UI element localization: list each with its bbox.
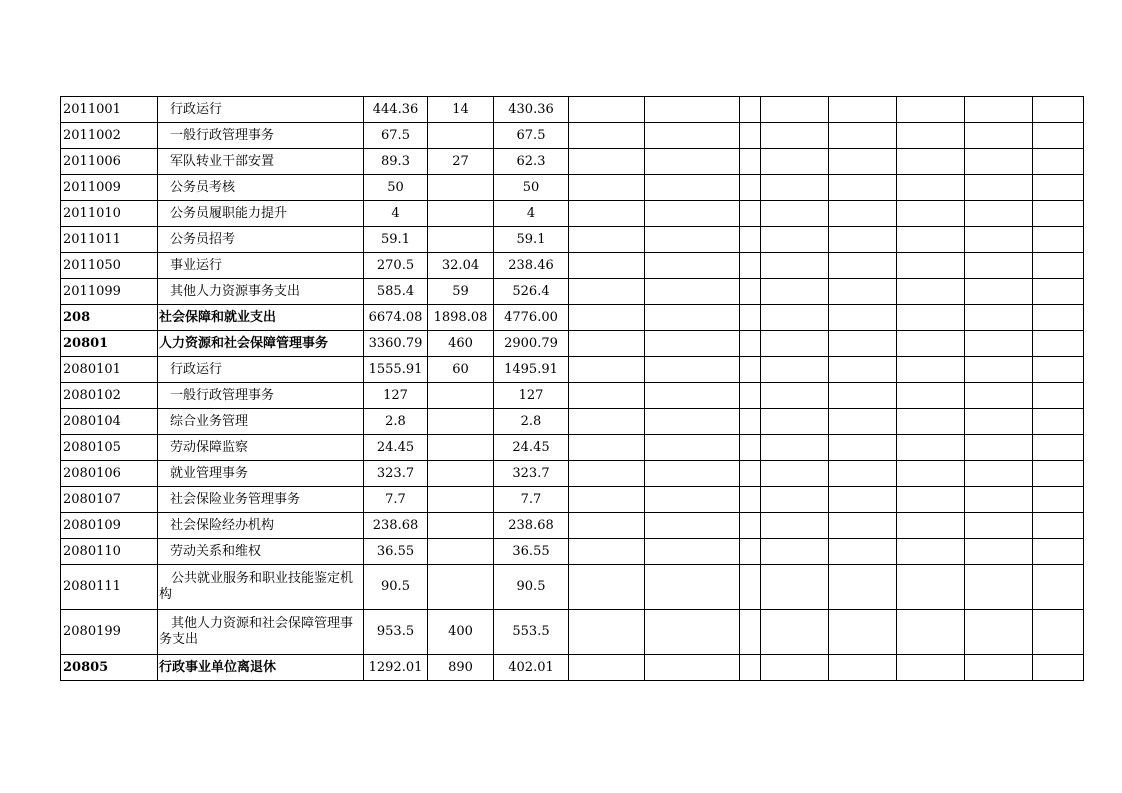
empty-cell: [761, 149, 829, 175]
project-expenditure-cell: 1495.91: [494, 357, 569, 383]
project-expenditure-cell: 323.7: [494, 461, 569, 487]
total-amount-cell: 7.7: [364, 487, 428, 513]
empty-cell: [965, 253, 1033, 279]
basic-expenditure-cell: [428, 435, 494, 461]
empty-cell: [740, 305, 761, 331]
table-row: [61, 655, 1084, 681]
empty-cell: [897, 331, 965, 357]
empty-cell: [829, 565, 897, 610]
table-row: [61, 357, 1084, 383]
subject-code-cell: 2011050: [61, 253, 158, 279]
empty-cell: [1033, 409, 1084, 435]
empty-cell: [645, 655, 740, 681]
subject-code-cell: 2080109: [61, 513, 158, 539]
empty-cell: [829, 357, 897, 383]
empty-cell: [761, 357, 829, 383]
table-row: [61, 253, 1084, 279]
subject-code-cell: 2080102: [61, 383, 158, 409]
empty-cell: [829, 331, 897, 357]
empty-cell: [740, 97, 761, 123]
basic-expenditure-cell: [428, 227, 494, 253]
empty-cell: [761, 461, 829, 487]
empty-cell: [569, 513, 645, 539]
project-expenditure-cell: 238.46: [494, 253, 569, 279]
subject-name-cell: 行政运行: [158, 357, 364, 383]
total-amount-cell: 3360.79: [364, 331, 428, 357]
project-expenditure-cell: 24.45: [494, 435, 569, 461]
empty-cell: [740, 175, 761, 201]
empty-cell: [740, 435, 761, 461]
subject-name-cell: 社会保障和就业支出: [158, 305, 364, 331]
empty-cell: [897, 383, 965, 409]
empty-cell: [740, 487, 761, 513]
empty-cell: [645, 279, 740, 305]
empty-cell: [645, 461, 740, 487]
empty-cell: [645, 610, 740, 655]
subject-name-cell: 行政事业单位离退休: [158, 655, 364, 681]
project-expenditure-cell: 430.36: [494, 97, 569, 123]
subject-name-cell: 劳动关系和维权: [158, 539, 364, 565]
basic-expenditure-cell: 32.04: [428, 253, 494, 279]
basic-expenditure-cell: [428, 123, 494, 149]
subject-code-cell: 2011010: [61, 201, 158, 227]
empty-cell: [761, 253, 829, 279]
total-amount-cell: 1292.01: [364, 655, 428, 681]
empty-cell: [645, 539, 740, 565]
empty-cell: [645, 149, 740, 175]
empty-cell: [761, 175, 829, 201]
empty-cell: [1033, 123, 1084, 149]
empty-cell: [1033, 539, 1084, 565]
table-row: [61, 383, 1084, 409]
project-expenditure-cell: 402.01: [494, 655, 569, 681]
empty-cell: [645, 253, 740, 279]
empty-cell: [1033, 331, 1084, 357]
total-amount-cell: 953.5: [364, 610, 428, 655]
empty-cell: [740, 383, 761, 409]
empty-cell: [645, 331, 740, 357]
total-amount-cell: 238.68: [364, 513, 428, 539]
empty-cell: [1033, 435, 1084, 461]
empty-cell: [740, 253, 761, 279]
subject-name-cell: 其他人力资源事务支出: [158, 279, 364, 305]
empty-cell: [965, 123, 1033, 149]
empty-cell: [569, 149, 645, 175]
empty-cell: [965, 539, 1033, 565]
empty-cell: [761, 513, 829, 539]
table-body: [61, 97, 1084, 681]
empty-cell: [829, 461, 897, 487]
empty-cell: [761, 383, 829, 409]
empty-cell: [965, 227, 1033, 253]
basic-expenditure-cell: 59: [428, 279, 494, 305]
empty-cell: [740, 123, 761, 149]
empty-cell: [569, 610, 645, 655]
basic-expenditure-cell: 60: [428, 357, 494, 383]
subject-code-cell: 2080107: [61, 487, 158, 513]
empty-cell: [740, 539, 761, 565]
subject-code-cell: 20801: [61, 331, 158, 357]
empty-cell: [829, 539, 897, 565]
subject-name-cell: 行政运行: [158, 97, 364, 123]
total-amount-cell: 4: [364, 201, 428, 227]
total-amount-cell: 585.4: [364, 279, 428, 305]
subject-name-cell: 一般行政管理事务: [158, 123, 364, 149]
empty-cell: [829, 227, 897, 253]
basic-expenditure-cell: 27: [428, 149, 494, 175]
subject-code-cell: 2080104: [61, 409, 158, 435]
empty-cell: [761, 331, 829, 357]
empty-cell: [645, 97, 740, 123]
budget-table: [60, 96, 1084, 681]
empty-cell: [829, 149, 897, 175]
empty-cell: [897, 253, 965, 279]
empty-cell: [1033, 149, 1084, 175]
empty-cell: [897, 435, 965, 461]
table-row: [61, 149, 1084, 175]
empty-cell: [761, 565, 829, 610]
basic-expenditure-cell: [428, 383, 494, 409]
project-expenditure-cell: 7.7: [494, 487, 569, 513]
basic-expenditure-cell: [428, 175, 494, 201]
table-row: [61, 305, 1084, 331]
empty-cell: [645, 305, 740, 331]
empty-cell: [965, 357, 1033, 383]
total-amount-cell: 50: [364, 175, 428, 201]
empty-cell: [829, 409, 897, 435]
project-expenditure-cell: 4: [494, 201, 569, 227]
empty-cell: [829, 610, 897, 655]
subject-name-cell: 社会保险经办机构: [158, 513, 364, 539]
empty-cell: [569, 279, 645, 305]
empty-cell: [645, 357, 740, 383]
total-amount-cell: 270.5: [364, 253, 428, 279]
empty-cell: [965, 461, 1033, 487]
empty-cell: [569, 123, 645, 149]
empty-cell: [897, 610, 965, 655]
empty-cell: [645, 175, 740, 201]
empty-cell: [740, 279, 761, 305]
project-expenditure-cell: 36.55: [494, 539, 569, 565]
table-row: [61, 409, 1084, 435]
subject-code-cell: 2080110: [61, 539, 158, 565]
empty-cell: [761, 487, 829, 513]
total-amount-cell: 127: [364, 383, 428, 409]
total-amount-cell: 2.8: [364, 409, 428, 435]
empty-cell: [965, 383, 1033, 409]
empty-cell: [897, 227, 965, 253]
basic-expenditure-cell: 400: [428, 610, 494, 655]
basic-expenditure-cell: 1898.08: [428, 305, 494, 331]
empty-cell: [1033, 253, 1084, 279]
subject-code-cell: 2080105: [61, 435, 158, 461]
basic-expenditure-cell: [428, 487, 494, 513]
empty-cell: [569, 97, 645, 123]
empty-cell: [761, 305, 829, 331]
total-amount-cell: 323.7: [364, 461, 428, 487]
empty-cell: [569, 461, 645, 487]
subject-name-cell: 社会保险业务管理事务: [158, 487, 364, 513]
empty-cell: [829, 97, 897, 123]
subject-name-cell: 事业运行: [158, 253, 364, 279]
empty-cell: [569, 539, 645, 565]
subject-name-cell: 劳动保障监察: [158, 435, 364, 461]
empty-cell: [645, 565, 740, 610]
project-expenditure-cell: 4776.00: [494, 305, 569, 331]
project-expenditure-cell: 2900.79: [494, 331, 569, 357]
subject-code-cell: 20805: [61, 655, 158, 681]
table-row: [61, 539, 1084, 565]
table-row: [61, 123, 1084, 149]
empty-cell: [965, 435, 1033, 461]
empty-cell: [897, 123, 965, 149]
total-amount-cell: 444.36: [364, 97, 428, 123]
empty-cell: [740, 461, 761, 487]
empty-cell: [965, 565, 1033, 610]
empty-cell: [645, 123, 740, 149]
empty-cell: [897, 409, 965, 435]
subject-name-cell: 一般行政管理事务: [158, 383, 364, 409]
empty-cell: [645, 409, 740, 435]
project-expenditure-cell: 553.5: [494, 610, 569, 655]
total-amount-cell: 6674.08: [364, 305, 428, 331]
subject-name-cell: 军队转业干部安置: [158, 149, 364, 175]
empty-cell: [761, 123, 829, 149]
empty-cell: [1033, 610, 1084, 655]
empty-cell: [965, 655, 1033, 681]
empty-cell: [965, 305, 1033, 331]
table-row: [61, 97, 1084, 123]
subject-code-cell: 2011002: [61, 123, 158, 149]
total-amount-cell: 89.3: [364, 149, 428, 175]
empty-cell: [965, 610, 1033, 655]
basic-expenditure-cell: [428, 201, 494, 227]
table-row: [61, 279, 1084, 305]
basic-expenditure-cell: 14: [428, 97, 494, 123]
subject-name-cell: 公务员招考: [158, 227, 364, 253]
empty-cell: [897, 149, 965, 175]
table-row: [61, 435, 1084, 461]
empty-cell: [965, 175, 1033, 201]
empty-cell: [761, 435, 829, 461]
empty-cell: [761, 610, 829, 655]
subject-code-cell: 2080111: [61, 565, 158, 610]
subject-code-cell: 208: [61, 305, 158, 331]
subject-name-cell: 其他人力资源和社会保障管理事务支出: [158, 610, 364, 655]
empty-cell: [761, 539, 829, 565]
subject-code-cell: 2011099: [61, 279, 158, 305]
empty-cell: [569, 357, 645, 383]
table-row: [61, 610, 1084, 655]
empty-cell: [829, 201, 897, 227]
project-expenditure-cell: 526.4: [494, 279, 569, 305]
empty-cell: [897, 487, 965, 513]
empty-cell: [1033, 383, 1084, 409]
empty-cell: [829, 123, 897, 149]
empty-cell: [740, 655, 761, 681]
empty-cell: [897, 357, 965, 383]
subject-code-cell: 2011001: [61, 97, 158, 123]
empty-cell: [645, 383, 740, 409]
project-expenditure-cell: 2.8: [494, 409, 569, 435]
empty-cell: [829, 655, 897, 681]
empty-cell: [897, 565, 965, 610]
table-row: [61, 487, 1084, 513]
empty-cell: [569, 201, 645, 227]
subject-name-cell: 就业管理事务: [158, 461, 364, 487]
total-amount-cell: 90.5: [364, 565, 428, 610]
empty-cell: [1033, 227, 1084, 253]
project-expenditure-cell: 127: [494, 383, 569, 409]
empty-cell: [965, 97, 1033, 123]
empty-cell: [965, 149, 1033, 175]
subject-name-cell: 公务员考核: [158, 175, 364, 201]
empty-cell: [829, 435, 897, 461]
project-expenditure-cell: 90.5: [494, 565, 569, 610]
subject-name-cell: 人力资源和社会保障管理事务: [158, 331, 364, 357]
empty-cell: [645, 513, 740, 539]
empty-cell: [761, 655, 829, 681]
project-expenditure-cell: 67.5: [494, 123, 569, 149]
empty-cell: [569, 383, 645, 409]
empty-cell: [569, 331, 645, 357]
total-amount-cell: 67.5: [364, 123, 428, 149]
empty-cell: [965, 201, 1033, 227]
subject-name-cell: 公务员履职能力提升: [158, 201, 364, 227]
empty-cell: [645, 201, 740, 227]
empty-cell: [897, 461, 965, 487]
empty-cell: [645, 227, 740, 253]
basic-expenditure-cell: [428, 409, 494, 435]
empty-cell: [761, 97, 829, 123]
empty-cell: [1033, 487, 1084, 513]
total-amount-cell: 24.45: [364, 435, 428, 461]
empty-cell: [1033, 305, 1084, 331]
empty-cell: [897, 279, 965, 305]
subject-code-cell: 2011011: [61, 227, 158, 253]
basic-expenditure-cell: [428, 513, 494, 539]
project-expenditure-cell: 238.68: [494, 513, 569, 539]
empty-cell: [761, 201, 829, 227]
empty-cell: [829, 383, 897, 409]
subject-code-cell: 2011009: [61, 175, 158, 201]
empty-cell: [761, 279, 829, 305]
table-row: [61, 227, 1084, 253]
project-expenditure-cell: 50: [494, 175, 569, 201]
empty-cell: [829, 175, 897, 201]
empty-cell: [897, 175, 965, 201]
table-row: [61, 565, 1084, 610]
basic-expenditure-cell: 890: [428, 655, 494, 681]
total-amount-cell: 1555.91: [364, 357, 428, 383]
project-expenditure-cell: 59.1: [494, 227, 569, 253]
table-row: [61, 175, 1084, 201]
empty-cell: [1033, 357, 1084, 383]
empty-cell: [645, 487, 740, 513]
table-row: [61, 201, 1084, 227]
total-amount-cell: 36.55: [364, 539, 428, 565]
empty-cell: [829, 279, 897, 305]
empty-cell: [569, 487, 645, 513]
empty-cell: [1033, 201, 1084, 227]
empty-cell: [740, 331, 761, 357]
empty-cell: [569, 305, 645, 331]
empty-cell: [569, 175, 645, 201]
empty-cell: [740, 610, 761, 655]
project-expenditure-cell: 62.3: [494, 149, 569, 175]
empty-cell: [1033, 97, 1084, 123]
empty-cell: [740, 357, 761, 383]
empty-cell: [740, 227, 761, 253]
empty-cell: [740, 409, 761, 435]
empty-cell: [965, 409, 1033, 435]
empty-cell: [569, 655, 645, 681]
empty-cell: [761, 227, 829, 253]
basic-expenditure-cell: [428, 539, 494, 565]
subject-code-cell: 2080199: [61, 610, 158, 655]
empty-cell: [829, 487, 897, 513]
empty-cell: [965, 487, 1033, 513]
empty-cell: [1033, 175, 1084, 201]
empty-cell: [569, 435, 645, 461]
empty-cell: [740, 565, 761, 610]
total-amount-cell: 59.1: [364, 227, 428, 253]
empty-cell: [829, 253, 897, 279]
empty-cell: [569, 409, 645, 435]
basic-expenditure-cell: 460: [428, 331, 494, 357]
empty-cell: [965, 279, 1033, 305]
subject-code-cell: 2011006: [61, 149, 158, 175]
empty-cell: [740, 513, 761, 539]
empty-cell: [965, 513, 1033, 539]
empty-cell: [1033, 513, 1084, 539]
empty-cell: [1033, 565, 1084, 610]
empty-cell: [1033, 461, 1084, 487]
empty-cell: [569, 253, 645, 279]
empty-cell: [897, 539, 965, 565]
empty-cell: [740, 149, 761, 175]
empty-cell: [829, 305, 897, 331]
empty-cell: [740, 201, 761, 227]
subject-code-cell: 2080106: [61, 461, 158, 487]
empty-cell: [569, 227, 645, 253]
empty-cell: [1033, 279, 1084, 305]
empty-cell: [569, 565, 645, 610]
table-row: [61, 461, 1084, 487]
subject-code-cell: 2080101: [61, 357, 158, 383]
empty-cell: [645, 435, 740, 461]
empty-cell: [897, 513, 965, 539]
empty-cell: [829, 513, 897, 539]
table-row: [61, 513, 1084, 539]
subject-name-cell: 综合业务管理: [158, 409, 364, 435]
empty-cell: [965, 331, 1033, 357]
basic-expenditure-cell: [428, 461, 494, 487]
subject-name-cell: 公共就业服务和职业技能鉴定机构: [158, 565, 364, 610]
empty-cell: [1033, 655, 1084, 681]
empty-cell: [897, 97, 965, 123]
empty-cell: [897, 655, 965, 681]
table-row: [61, 331, 1084, 357]
empty-cell: [761, 409, 829, 435]
empty-cell: [897, 305, 965, 331]
empty-cell: [897, 201, 965, 227]
basic-expenditure-cell: [428, 565, 494, 610]
